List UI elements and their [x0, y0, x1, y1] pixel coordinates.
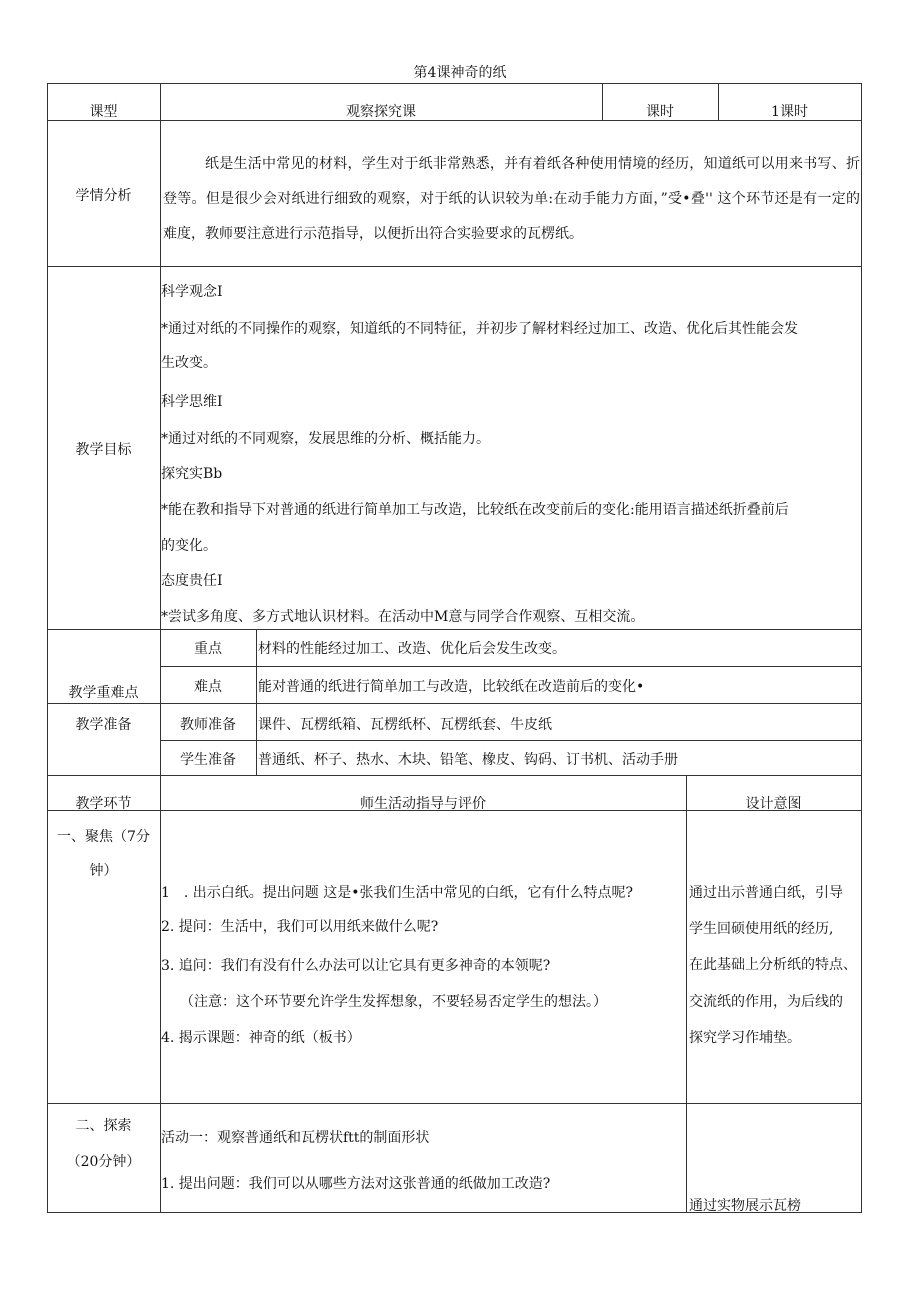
- student-prep-text: 普通纸、杯子、热水、木块、铅笔、橡皮、钩码、订书机、活动手册: [258, 752, 678, 768]
- grid-line: [861, 83, 862, 775]
- activity-heading: 活动一：观察普通纸和瓦楞状ftt的制面形状: [161, 1130, 430, 1146]
- goal-item: *通过对纸的不同观察，发展思维的分析、概括能力。: [161, 431, 490, 447]
- intent-line: 在此基础上分析纸的特点、: [689, 957, 857, 973]
- intent-line: 交流纸的作用，为后线的: [689, 994, 843, 1010]
- goal-item: *能在教和指导下对普通的纸进行简单加工与改造，比较纸在改变前后的变化:能用语言描述纸折叠前后: [161, 502, 789, 518]
- intent-line: 通过实物展示瓦榜: [689, 1198, 801, 1214]
- grid-line: [47, 266, 862, 267]
- label-key-points: 教学重难点: [68, 685, 139, 701]
- grid-line: [47, 703, 862, 704]
- lesson-hours-value: 1课时: [771, 104, 808, 120]
- label-situation-analysis: 学情分析: [75, 188, 132, 204]
- label-lesson-hours: 课时: [646, 104, 674, 120]
- label-preparation: 教学准备: [75, 717, 132, 733]
- label-teaching-goals: 教学目标: [75, 442, 132, 458]
- goal-item: 生改变。: [161, 355, 217, 371]
- activity-note: （注意：这个环节要允许学生发挥想象，不要轻易否定学生的想法。）: [180, 994, 607, 1010]
- activity-step: 1 . 出示白纸。提出问题 这是•张我们生活中常见的白纸，它有什么特点呢?: [161, 885, 634, 901]
- intent-line: 学生回硕使用纸的经历,: [689, 921, 834, 937]
- header-design-intent: 设计意图: [745, 796, 802, 812]
- activity-step: 3. 追问：我们有没有什么办法可以让它具有更多神奇的本领呢?: [161, 958, 551, 974]
- header-teaching-stage: 教学环节: [75, 796, 132, 812]
- grid-line: [47, 775, 862, 776]
- stage1-duration: 钟）: [89, 863, 118, 879]
- goal-heading: 态度贵任I: [161, 573, 223, 589]
- goal-item: *尝试多角度、多方式地认识材料。在活动中M意与同学合作观察、互相交流。: [161, 609, 645, 625]
- label-lesson-type: 课型: [89, 104, 118, 120]
- grid-line: [160, 740, 862, 741]
- header-activity: 师生活动指导与评价: [360, 796, 486, 812]
- label-difficulty: 难点: [194, 679, 222, 695]
- situation-analysis-text: 纸是生活中常见的材料，学生对于纸非常熟悉，并有着纸各种使用情境的经历，知道纸可以用来书写、折登等。但是很少会对纸进行细致的观察，对于纸的认识较为单:在动手能力方面，”受•叠'' 这个环节还是有一定的难度，教师要注意进行示范指导，以便折出符合实验要求的瓦楞纸。: [163, 156, 860, 242]
- grid-line: [861, 775, 862, 1213]
- lesson-type-value: 观察探究课: [346, 104, 416, 120]
- difficulty-text: 能对普通的纸进行简单加工与改造，比较纸在改造前后的变化•: [258, 679, 645, 695]
- stage2-name: 二、探索: [75, 1118, 132, 1134]
- goal-item: *通过对纸的不同操作的观察，知道纸的不同特征，并初步了解材料经过加工、改造、优化后其性能会发: [161, 321, 798, 337]
- grid-line: [47, 1103, 862, 1104]
- label-focus: 重点: [194, 641, 222, 657]
- document-title: 第4课神奇的纸: [413, 65, 507, 81]
- goal-heading: 科学观念I: [161, 284, 223, 300]
- stage2-duration: （20分钟）: [66, 1154, 141, 1170]
- activity-step: 2. 提问：生活中，我们可以用纸来做什么呢?: [161, 919, 439, 935]
- intent-line: 探究学习作埔垫。: [689, 1030, 801, 1046]
- teacher-prep-text: 课件、瓦楞纸箱、瓦楞纸杯、瓦楞纸套、牛皮纸: [258, 717, 552, 733]
- grid-line: [686, 775, 687, 1213]
- goal-heading: 科学思维I: [161, 394, 223, 410]
- grid-line: [160, 775, 161, 1213]
- focus-text: 材料的性能经过加工、改造、优化后会发生改变。: [258, 641, 566, 657]
- stage1-name: 一、聚焦（7分: [57, 829, 150, 845]
- activity-step: 4. 揭示课题：神奇的纸（板书）: [161, 1030, 361, 1046]
- grid-line: [160, 666, 862, 667]
- goal-item: 的变化。: [161, 538, 217, 554]
- label-student-prep: 学生准备: [180, 752, 236, 768]
- grid-line: [47, 83, 862, 84]
- grid-line: [256, 629, 257, 775]
- goal-heading: 探究实Bb: [161, 466, 223, 482]
- grid-line: [47, 629, 862, 630]
- intent-line: 通过出示普通白纸，引导: [689, 885, 843, 901]
- activity-step: 1. 提出问题：我们可以从哪些方法对这张普通的纸做加工改造?: [161, 1176, 551, 1192]
- label-teacher-prep: 教师准备: [180, 717, 236, 733]
